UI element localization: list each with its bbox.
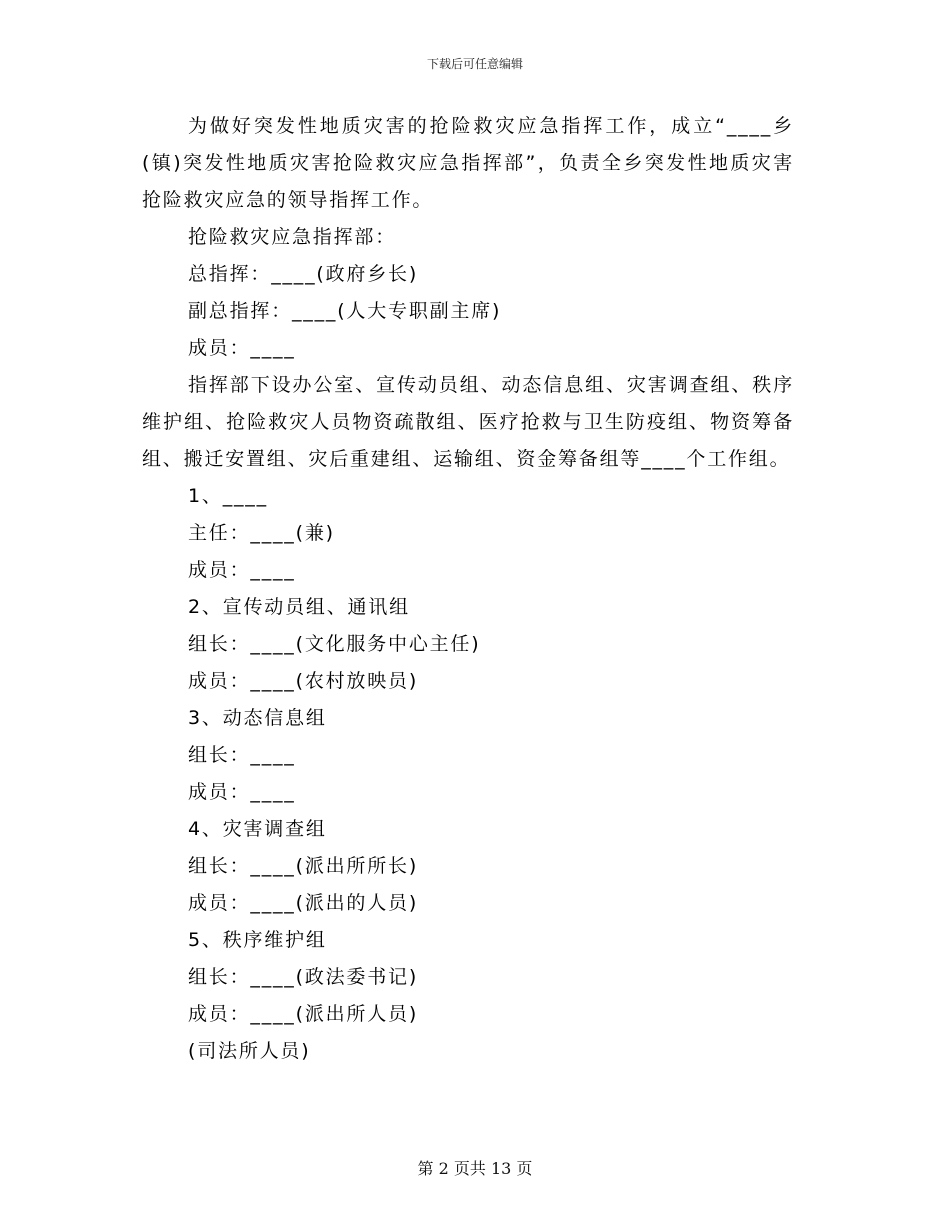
group-2-members: 成员：____(农村放映员) [188,670,419,692]
group-3-members: 成员：____ [188,781,296,803]
group-5-members: 成员：____(派出所人员) [188,1003,419,1025]
group-2-title: 2、宣传动员组、通讯组 [188,596,410,618]
deputy-commander: 副总指挥：____(人大专职副主席) [188,300,502,322]
group-2-leader: 组长：____(文化服务中心主任) [188,633,481,655]
group-5-leader: 组长：____(政法委书记) [188,966,419,988]
group-3-leader: 组长：____ [188,744,296,766]
group-1-title: 1、____ [188,485,268,507]
group-3-title: 3、动态信息组 [188,707,327,729]
group-1-members: 成员：____ [188,559,296,581]
chief-commander: 总指挥：____(政府乡长) [188,263,419,285]
group-5-extra: (司法所人员) [188,1040,311,1062]
page-number: 第 2 页共 13 页 [417,1159,533,1178]
group-4-members: 成员：____(派出的人员) [188,892,419,914]
hq-members: 成员：____ [188,337,296,359]
groups-paragraph: 指挥部下设办公室、宣传动员组、动态信息组、灾害调查组、秩序维护组、抢险救灾人员物资疏散组、医疗抢救与卫生防疫组、物资筹备组、搬迁安置组、灾后重建组、运输组、资金筹备组等____个工作组。 [142,374,794,470]
group-4-leader: 组长：____(派出所所长) [188,855,419,877]
hq-title: 抢险救灾应急指挥部： [188,226,397,248]
group-4-title: 4、灾害调查组 [188,818,327,840]
group-1-director: 主任：____(兼) [188,522,335,544]
document-body [142,108,794,1070]
intro-paragraph: 为做好突发性地质灾害的抢险救灾应急指挥工作，成立“____乡(镇)突发性地质灾害抢险救灾应急指挥部”，负责全乡突发性地质灾害抢险救灾应急的领导指挥工作。 [142,115,794,211]
group-5-title: 5、秩序维护组 [188,929,327,951]
page-header: 下载后可任意编辑 [426,57,523,71]
